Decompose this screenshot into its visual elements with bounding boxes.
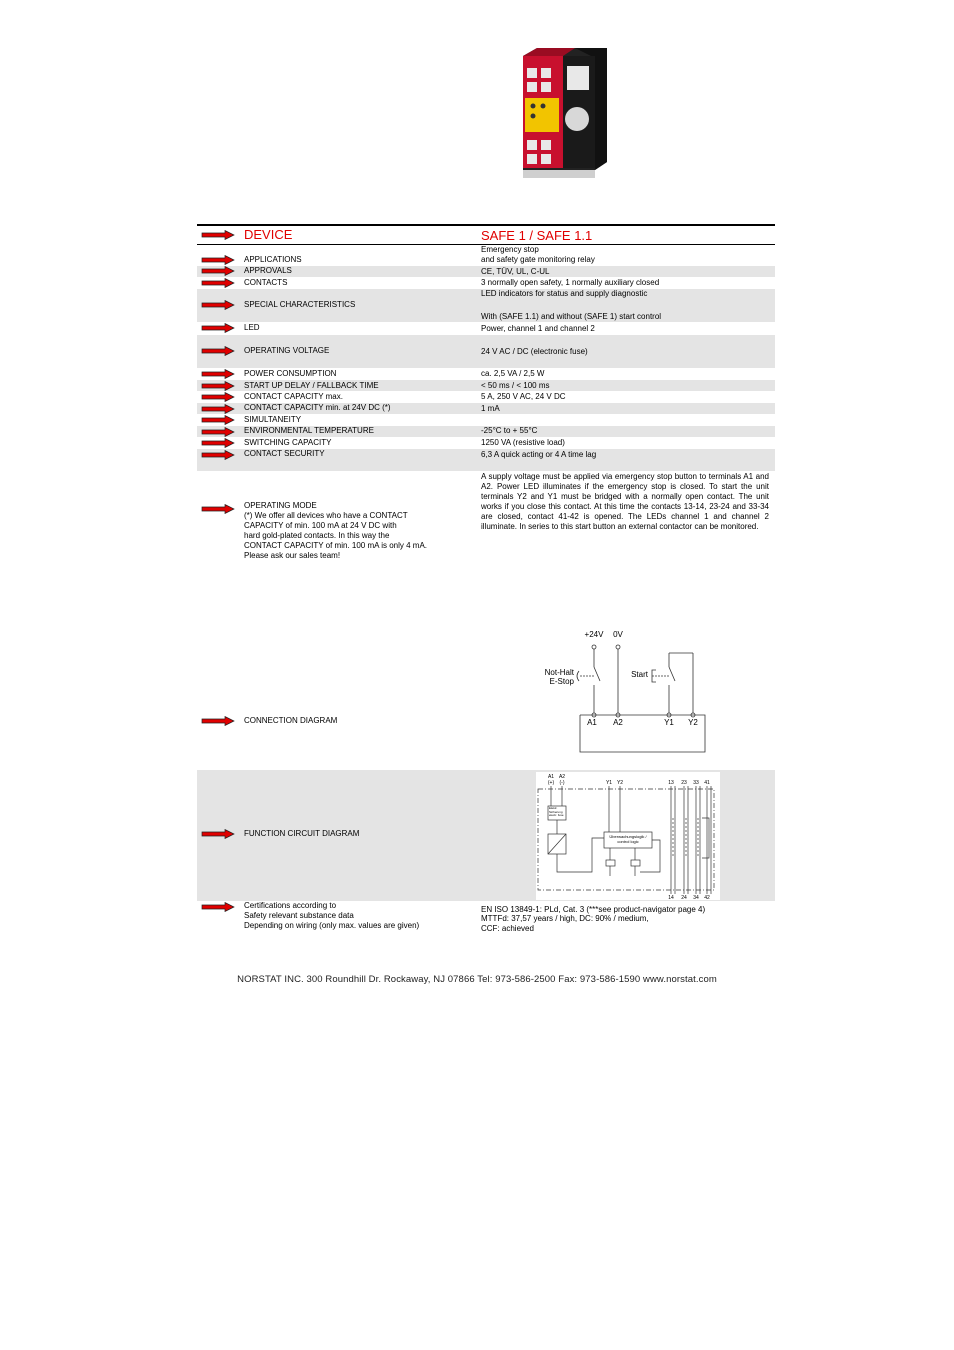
arrow-icon — [201, 504, 235, 514]
arrow-icon — [201, 438, 235, 448]
function-diagram-label: FUNCTION CIRCUIT DIAGRAM — [244, 829, 360, 838]
supply-zero-label: 0V — [613, 630, 623, 639]
footer-contact: NORSTAT INC. 300 Roundhill Dr. Rockaway, NJ 07866 Tel: 973-586-2500 Fax: 973-586-1590 www.norstat.com — [237, 974, 717, 985]
voltage-label: OPERATING VOLTAGE — [244, 346, 330, 355]
applications-label: APPLICATIONS — [244, 255, 302, 264]
supply-plus-label: +24V — [584, 630, 604, 639]
simultaneity-label: SIMULTANEITY — [244, 415, 302, 424]
power-value: ca. 2,5 VA / 2,5 W — [481, 369, 545, 378]
applications-value-1: Emergency stop — [481, 245, 539, 254]
cert-label-1: Certifications according to — [244, 901, 337, 910]
arrow-icon — [201, 346, 235, 356]
special-label: SPECIAL CHARACTERISTICS — [244, 300, 356, 309]
power-label: POWER CONSUMPTION — [244, 369, 337, 378]
startup-value: < 50 ms / < 100 ms — [481, 381, 550, 390]
arrow-icon — [201, 427, 235, 437]
terminal-a1: A1 — [587, 718, 597, 727]
fd-term-a2: A2 — [558, 774, 566, 780]
product-image — [515, 44, 607, 181]
cert-label-2: Safety relevant substance data — [244, 911, 354, 920]
operating-mode-description: A supply voltage must be applied via emergency stop button to terminals A1 and A2. Power LED illuminates if the emergency stop is closed. To start the unit terminals Y2 and Y1 must be bridged with a normally open contact. The unit works if you close this contact. At this time the contacts 13-14, 23-24 and 33-34 are closed, contact 41-42 is opened. The LEDs channel 1 and channel 2 illuminate. In series to this start button an external contactor can be monitored. — [481, 472, 769, 531]
estop-de-label: Not-Halt — [544, 668, 574, 677]
led-label: LED — [244, 323, 260, 332]
approvals-label: APPROVALS — [244, 266, 292, 275]
arrow-icon — [201, 300, 235, 310]
device-label: DEVICE — [244, 227, 293, 242]
operating-mode-line-6: Please ask our sales team! — [244, 551, 341, 560]
fd-term-plus: (+) — [547, 780, 555, 786]
led-value: Power, channel 1 and channel 2 — [481, 324, 595, 333]
fd-term-y2: Y2 — [616, 780, 624, 786]
fd-term-13: 13 — [668, 780, 674, 786]
voltage-value: 24 V AC / DC (electronic fuse) — [481, 347, 588, 356]
fd-term-a1: A1 — [547, 774, 555, 780]
security-value: 6,3 A quick acting or 4 A time lag — [481, 450, 597, 459]
fd-term-y1: Y1 — [605, 780, 613, 786]
applications-value-2: and safety gate monitoring relay — [481, 255, 595, 264]
contacts-label: CONTACTS — [244, 278, 288, 287]
special-value-1: LED indicators for status and supply diagnostic — [481, 289, 648, 298]
start-label: Start — [631, 670, 648, 679]
operating-mode-line-2: (*) We offer all devices who have a CONTACT — [244, 511, 408, 520]
switching-label: SWITCHING CAPACITY — [244, 438, 332, 447]
arrow-icon — [201, 404, 235, 414]
capmin-value: 1 mA — [481, 404, 500, 413]
arrow-icon — [201, 381, 235, 391]
fd-term-42: 42 — [704, 895, 710, 900]
model-name: SAFE 1 / SAFE 1.1 — [481, 228, 593, 243]
capmax-value: 5 A, 250 V AC, 24 V DC — [481, 392, 566, 401]
arrow-icon — [201, 450, 235, 460]
arrow-icon — [201, 716, 235, 726]
cert-label-3: Depending on wiring (only max. values are given) — [244, 921, 420, 930]
terminal-a2: A2 — [613, 718, 623, 727]
fd-logic-text: Überwachungslogik / control logic — [609, 834, 647, 844]
fd-term-34: 34 — [693, 895, 699, 900]
arrow-icon — [201, 369, 235, 379]
cert-value-2: MTTFd: 37,57 years / high, DC: 90% / medium, — [481, 914, 649, 923]
terminal-y1: Y1 — [664, 718, 674, 727]
arrow-icon — [201, 415, 235, 425]
connection-diagram — [530, 625, 720, 755]
arrow-icon — [201, 255, 235, 265]
arrow-icon — [201, 829, 235, 839]
switching-value: 1250 VA (resistive load) — [481, 438, 565, 447]
approvals-value: CE, TÜV, UL, C-UL — [481, 267, 550, 276]
cert-value-1: EN ISO 13849-1: PLd, Cat. 3 (***see product-navigator page 4) — [481, 905, 706, 914]
fd-fuse-text: Elektr. Sicherung electr. fuse — [549, 806, 564, 817]
fd-term-14: 14 — [668, 895, 674, 900]
fd-term-23: 23 — [681, 780, 687, 786]
arrow-icon — [201, 266, 235, 276]
connection-diagram-label: CONNECTION DIAGRAM — [244, 716, 338, 725]
cert-value-3: CCF: achieved — [481, 924, 534, 933]
capmin-label: CONTACT CAPACITY min. at 24V DC (*) — [244, 403, 391, 412]
fd-term-41: 41 — [704, 780, 710, 786]
fd-term-33: 33 — [693, 780, 699, 786]
arrow-icon — [201, 230, 235, 240]
operating-mode-line-3: CAPACITY of min. 100 mA at 24 V DC with — [244, 521, 397, 530]
arrow-icon — [201, 902, 235, 912]
special-value-2: With (SAFE 1.1) and without (SAFE 1) start control — [481, 312, 662, 321]
contacts-value: 3 normally open safety, 1 normally auxiliary closed — [481, 278, 660, 287]
startup-label: START UP DELAY / FALLBACK TIME — [244, 381, 379, 390]
fd-logic-block — [604, 832, 652, 848]
operating-mode-line-5: CONTACT CAPACITY of min. 100 mA is only 4 mA. — [244, 541, 428, 550]
envtemp-label: ENVIRONMENTAL TEMPERATURE — [244, 426, 374, 435]
estop-en-label: E-Stop — [549, 677, 574, 686]
fd-fuse-block — [548, 806, 566, 820]
operating-mode-line-1: OPERATING MODE — [244, 501, 317, 510]
arrow-icon — [201, 392, 235, 402]
fd-term-minus: (-) — [559, 780, 565, 786]
arrow-icon — [201, 278, 235, 288]
security-label: CONTACT SECURITY — [244, 449, 325, 458]
envtemp-value: -25°C to + 55°C — [481, 426, 538, 435]
arrow-icon — [201, 323, 235, 333]
table-top-rule — [197, 224, 775, 226]
operating-mode-line-4: hard gold-plated contacts. In this way the — [244, 531, 390, 540]
fd-term-24: 24 — [681, 895, 687, 900]
function-circuit-diagram — [530, 772, 720, 900]
capmax-label: CONTACT CAPACITY max. — [244, 392, 343, 401]
terminal-y2: Y2 — [688, 718, 698, 727]
